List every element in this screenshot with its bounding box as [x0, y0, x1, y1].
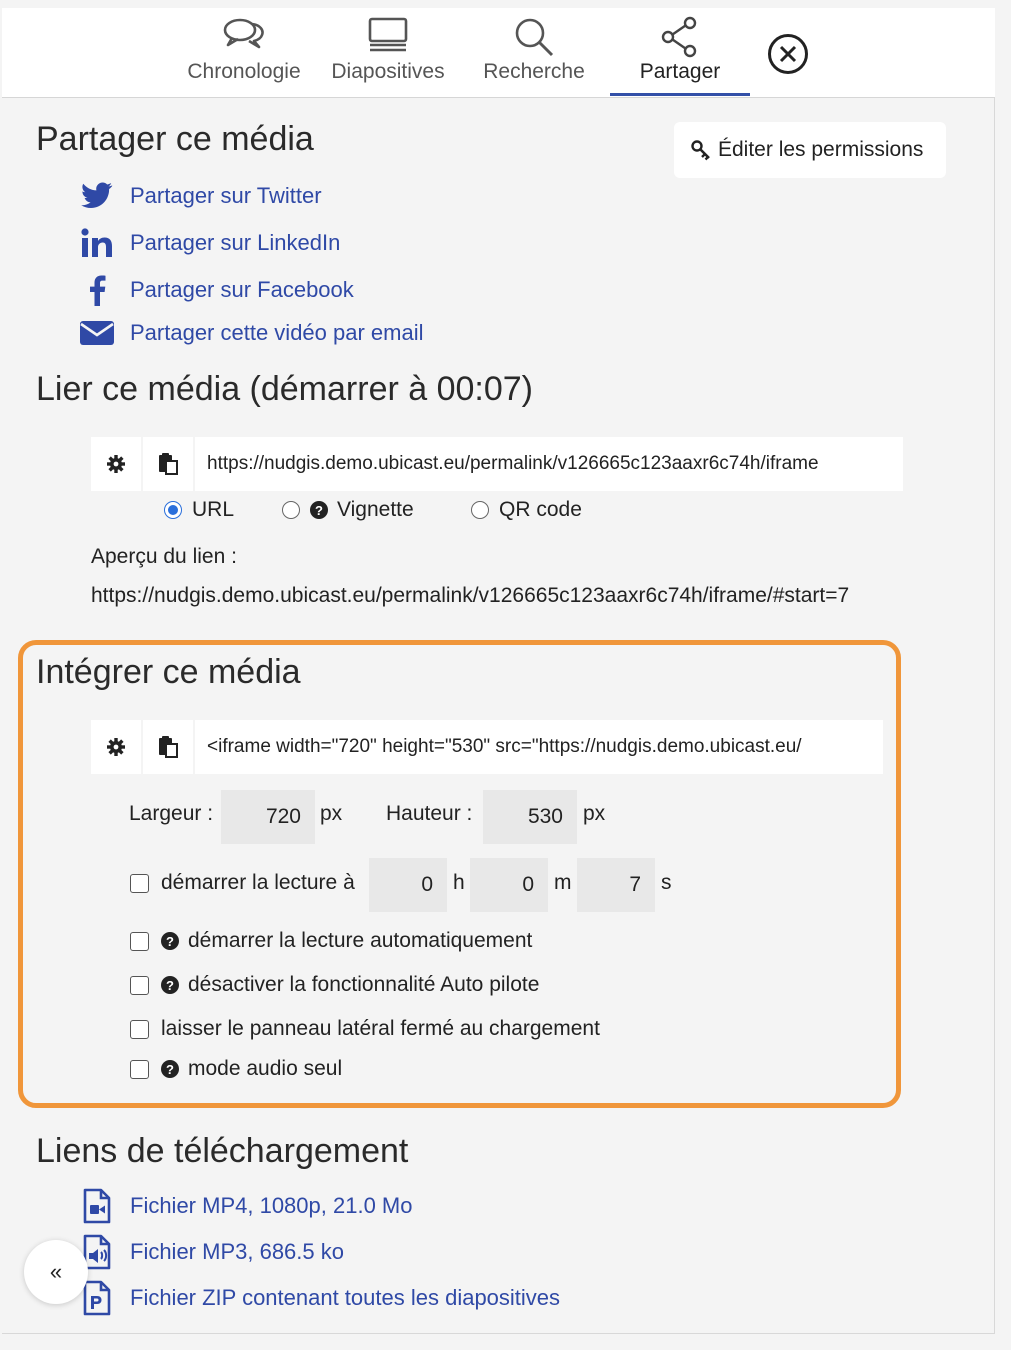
link-preview-label: Aperçu du lien : [91, 545, 237, 568]
download-mp3-label: Fichier MP3, 686.5 ko [130, 1239, 344, 1264]
speech-bubbles-icon [222, 16, 266, 50]
width-unit: px [320, 802, 343, 825]
download-mp4-link[interactable] [78, 1188, 412, 1224]
radio-vignette[interactable] [282, 498, 414, 522]
width-input[interactable]: 720 [221, 790, 315, 844]
download-zip-link[interactable] [78, 1280, 560, 1316]
start-at-checkbox[interactable] [130, 874, 149, 893]
link-copy-button[interactable] [143, 437, 193, 491]
width-label: Largeur : [129, 802, 214, 825]
embed-settings-button[interactable] [91, 720, 141, 774]
edit-permissions-button[interactable] [674, 122, 946, 178]
video-file-icon [78, 1188, 116, 1224]
share-facebook-label: Partager sur Facebook [130, 277, 354, 302]
tab-chronologie[interactable] [174, 8, 314, 98]
download-mp3-link[interactable] [78, 1234, 344, 1270]
downloads-title: Liens de téléchargement [36, 1132, 409, 1170]
close-icon [767, 33, 809, 75]
autopilot-checkbox-row[interactable] [130, 973, 539, 997]
embed-code-input[interactable]: <iframe width="720" height="530" src="https://nudgis.demo.ubicast.eu/ [195, 720, 883, 774]
minutes-unit: m [554, 871, 572, 894]
search-icon [512, 16, 556, 60]
share-email-link[interactable] [78, 319, 424, 347]
help-icon[interactable]: ? [310, 501, 328, 519]
radio-label: Vignette [337, 498, 414, 521]
radio-button[interactable] [282, 501, 300, 519]
height-label: Hauteur : [386, 802, 473, 825]
slides-icon [366, 16, 410, 52]
edit-permissions-label: Éditer les permissions [718, 138, 924, 161]
embed-code-field [91, 720, 883, 774]
collapse-sidebar-button[interactable]: « [24, 1240, 88, 1304]
tab-diapositives[interactable] [320, 8, 456, 98]
link-title: Lier ce média (démarrer à 00:07) [36, 370, 534, 408]
share-title: Partager ce média [36, 120, 314, 158]
gear-icon [106, 737, 126, 757]
share-icon [658, 16, 702, 58]
share-twitter-link[interactable] [78, 182, 322, 210]
radio-qr-code[interactable] [471, 498, 582, 522]
help-icon[interactable]: ? [161, 1060, 179, 1078]
gear-icon [106, 454, 126, 474]
seconds-unit: s [661, 871, 672, 894]
sidebar-closed-label: laisser le panneau latéral fermé au chargement [161, 1017, 600, 1040]
autoplay-checkbox-row[interactable] [130, 929, 532, 953]
tab-recherche[interactable] [468, 8, 600, 98]
start-at-label: démarrer la lecture à [161, 871, 355, 894]
start-seconds-input[interactable]: 7 [577, 858, 655, 912]
start-at-checkbox-row[interactable] [130, 871, 355, 895]
share-twitter-label: Partager sur Twitter [130, 183, 322, 208]
tab-partager[interactable] [610, 8, 750, 96]
help-icon[interactable]: ? [161, 976, 179, 994]
share-facebook-link[interactable] [78, 274, 354, 306]
clipboard-icon [157, 452, 179, 476]
audio-only-checkbox[interactable] [130, 1060, 149, 1079]
autoplay-checkbox[interactable] [130, 932, 149, 951]
tab-label: Chronologie [187, 60, 301, 83]
autopilot-checkbox[interactable] [130, 976, 149, 995]
tab-bar [2, 8, 995, 98]
link-url-field [91, 437, 903, 491]
email-icon [78, 319, 116, 347]
radio-button[interactable] [164, 501, 182, 519]
download-zip-label: Fichier ZIP contenant toutes les diapositives [130, 1285, 561, 1310]
sidebar-closed-checkbox[interactable] [130, 1020, 149, 1039]
embed-title: Intégrer ce média [36, 653, 301, 691]
twitter-icon [78, 182, 116, 210]
height-input[interactable]: 530 [483, 790, 577, 844]
audio-only-label: mode audio seul [188, 1057, 343, 1080]
link-preview-url: https://nudgis.demo.ubicast.eu/permalink/v126665c123aaxr6c74h/iframe/#start=7 [91, 584, 850, 607]
sidebar-closed-checkbox-row[interactable] [130, 1017, 600, 1041]
radio-label: URL [192, 498, 235, 521]
autoplay-label: démarrer la lecture automatiquement [188, 929, 533, 952]
share-panel [2, 8, 995, 1334]
facebook-icon [78, 274, 116, 306]
radio-url[interactable] [164, 498, 234, 522]
embed-copy-button[interactable] [143, 720, 193, 774]
key-icon [690, 139, 712, 161]
radio-button[interactable] [471, 501, 489, 519]
audio-only-checkbox-row[interactable] [130, 1057, 342, 1081]
start-hours-input[interactable]: 0 [369, 858, 447, 912]
close-button[interactable] [767, 33, 809, 75]
share-linkedin-label: Partager sur LinkedIn [130, 230, 341, 255]
tab-label: Partager [639, 60, 721, 83]
tab-label: Diapositives [331, 60, 445, 83]
linkedin-icon [78, 228, 116, 258]
autopilot-label: désactiver la fonctionnalité Auto pilote [188, 973, 540, 996]
height-unit: px [583, 802, 606, 825]
download-mp4-label: Fichier MP4, 1080p, 21.0 Mo [130, 1193, 413, 1218]
link-url-input[interactable]: https://nudgis.demo.ubicast.eu/permalink/v126665c123aaxr6c74h/iframe [195, 437, 903, 491]
link-settings-button[interactable] [91, 437, 141, 491]
tab-label: Recherche [483, 60, 585, 83]
start-minutes-input[interactable]: 0 [470, 858, 548, 912]
hours-unit: h [453, 871, 465, 894]
clipboard-icon [157, 735, 179, 759]
help-icon[interactable]: ? [161, 932, 179, 950]
share-linkedin-link[interactable] [78, 228, 340, 258]
radio-label: QR code [499, 498, 582, 521]
share-email-label: Partager cette vidéo par email [130, 320, 424, 345]
